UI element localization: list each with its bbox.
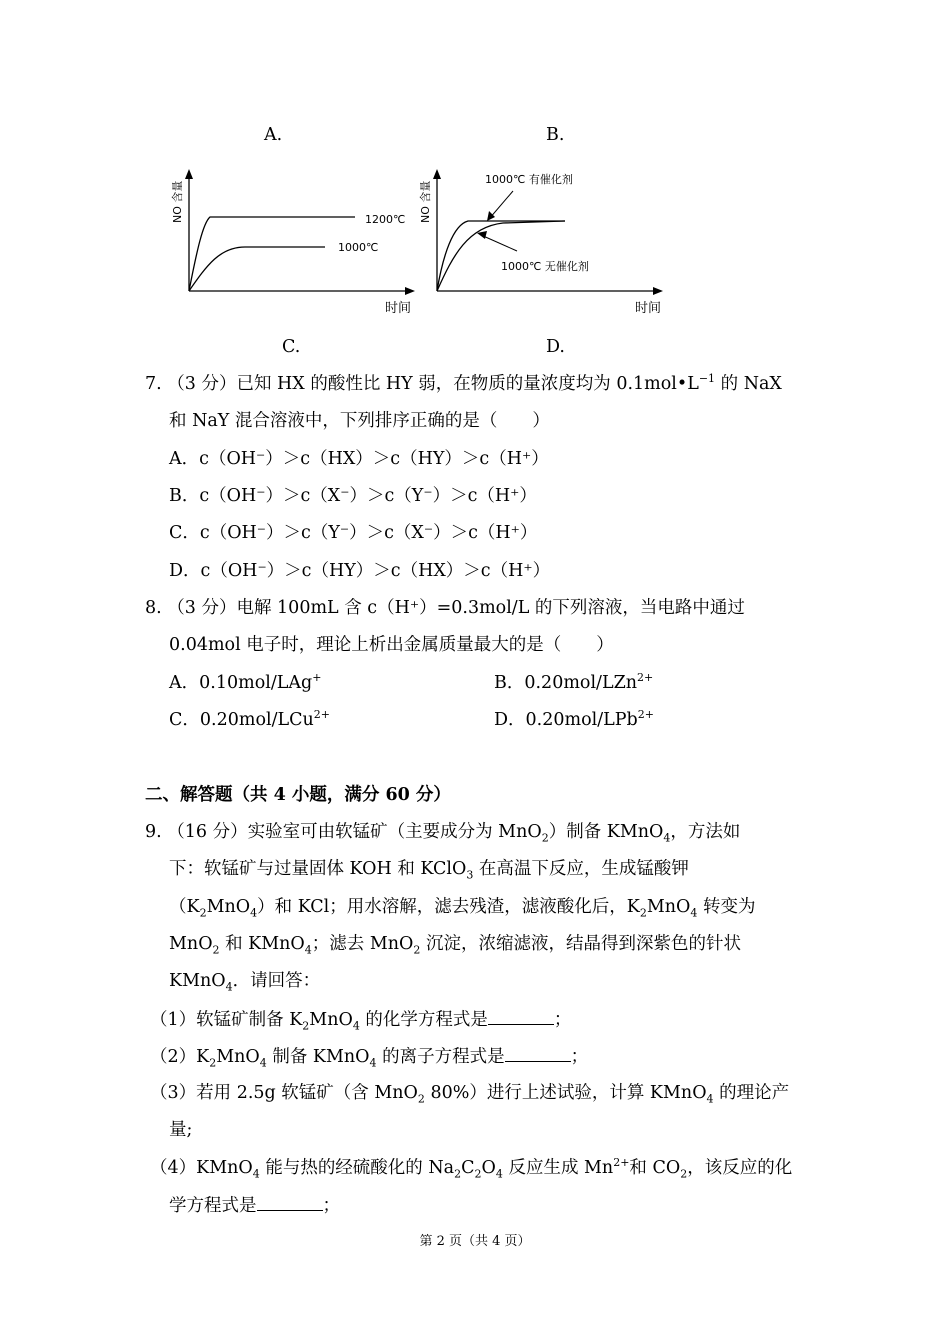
q8-line1 xyxy=(145,597,745,619)
section2-title: 二、解答题（共 4 小题，满分 60 分） xyxy=(145,785,451,805)
q8-text-1: 电解 100mL 含 c（H⁺）=0.3mol/L 的下列溶液，当电路中通过 xyxy=(236,598,745,618)
q9-line1: 9. （16 分）实验室可由软锰矿（主要成分为 MnO$_2$）制备 KMnO$_4$，方法如 xyxy=(145,822,741,845)
graph-c-xlabel: 时间 xyxy=(385,301,412,316)
graph-c-series-1000-label: 1000℃ xyxy=(338,241,379,254)
answer-blank-1[interactable] xyxy=(488,1008,554,1025)
graph-d-xlabel: 时间 xyxy=(635,301,662,316)
q9-line5: KMnO$_4$．请回答： xyxy=(169,971,321,994)
q7-line1 xyxy=(145,373,782,395)
q7-num: 7. xyxy=(145,374,162,394)
curve-no-catalyst xyxy=(437,221,565,291)
figure-label-c: C. xyxy=(282,337,301,357)
page-footer: 第 2 页（共 4 页） xyxy=(419,1234,531,1249)
q9-part4: （4）KMnO$_4$ 能与热的经硫酸化的 $Na_2C_2O_4$ 反应生成 $Mn^{2+}$和 $CO_2$，该反应的化 xyxy=(150,1156,793,1181)
answer-blank-2[interactable] xyxy=(505,1045,571,1062)
figure-label-b: B. xyxy=(546,125,565,145)
curve-1200 xyxy=(189,217,355,291)
q8-score: （3 分） xyxy=(167,598,237,618)
q8-option-b: B．0.20mol/LZn$^{2+}$ xyxy=(494,671,654,693)
q9-part3-cont: 量; xyxy=(169,1120,193,1140)
graph-d-series-catalyst-label: 1000℃ 有催化剂 xyxy=(485,173,573,186)
curve-catalyst xyxy=(437,221,565,291)
q7-text-1-end: 的 NaX xyxy=(715,374,782,394)
q8-option-c: C．0.20mol/LCu$^{2+}$ xyxy=(169,708,330,730)
q7-line2: 和 NaY 混合溶液中，下列排序正确的是（ ） xyxy=(169,411,550,431)
q8-line2: 0.04mol 电子时，理论上析出金属质量最大的是（ ） xyxy=(169,635,614,655)
q9-part1: （1）软锰矿制备 $K_2MnO_4$ 的化学方程式是 ； xyxy=(150,1010,572,1033)
q7-option-b: B．c（OH⁻）＞c（X⁻）＞c（Y⁻）＞c（H⁺） xyxy=(169,486,537,506)
q9-line2: 下：软锰矿与过量固体 KOH 和 KClO$_3$ 在高温下反应，生成锰酸钾 xyxy=(169,859,689,882)
graph-d-ylabel: NO 含量 xyxy=(419,180,432,223)
q7-text-1: 已知 HX 的酸性比 HY 弱，在物质的量浓度均为 0.1mol•L xyxy=(236,374,699,394)
q8-option-d: D．0.20mol/LPb$^{2+}$ xyxy=(494,708,654,730)
q7-option-d: D．c（OH⁻）＞c（HY）＞c（HX）＞c（H⁺） xyxy=(169,561,551,581)
q7-sup: −1 xyxy=(698,372,716,386)
q9-part4-cont: 学方程式是 ； xyxy=(169,1196,340,1216)
q9-part3: （3）若用 2.5g 软锰矿（含 MnO$_2$ 80%）进行上述试验，计算 KMnO$_4$ 的理论产 xyxy=(150,1083,790,1106)
curve-1000 xyxy=(189,247,325,291)
graph-d xyxy=(413,165,673,325)
q7-option-a: A．c（OH⁻）＞c（HX）＞c（HY）＞c（H⁺） xyxy=(169,449,549,469)
q9-part2: $(2)K_2MnO_4$ 制备 KMnO$_4$ 的离子方程式是 ； xyxy=(150,1047,589,1070)
figure-label-d: D. xyxy=(546,337,565,357)
graph-c xyxy=(165,165,425,325)
graph-c-ylabel: NO 含量 xyxy=(171,180,184,223)
q8-num: 8. xyxy=(145,598,162,618)
q7-score: （3 分） xyxy=(167,374,237,394)
answer-blank-3[interactable] xyxy=(257,1194,323,1211)
figure-label-a: A. xyxy=(264,125,283,145)
q9-line4: MnO$_2$ 和 KMnO$_4$；滤去 MnO$_2$ 沉淀，浓缩滤液，结晶得到深紫色的针状 xyxy=(169,934,741,957)
q9-line3: $(K_2MnO_4)$和 KCl；用水溶解，滤去残渣，滤液酸化后，$K_2MnO_4$ 转变为 xyxy=(169,897,756,920)
q7-option-c: C．c（OH⁻）＞c（Y⁻）＞c（X⁻）＞c（H⁺） xyxy=(169,523,538,543)
q8-option-a: A．0.10mol/LAg+ xyxy=(169,671,322,693)
graph-c-series-1200-label: 1200℃ xyxy=(365,213,406,226)
graph-d-series-nocatalyst-label: 1000℃ 无催化剂 xyxy=(501,260,589,273)
